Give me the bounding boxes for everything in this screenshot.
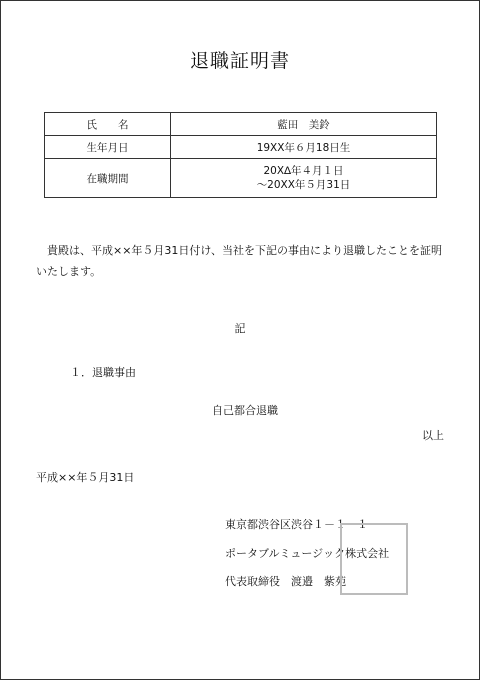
document-title: 退職証明書 <box>189 50 290 72</box>
retirement-reason: 自己都合退職 <box>212 404 278 417</box>
seal-stamp-box <box>340 523 408 595</box>
item-label: １．退職事由 <box>70 366 136 379</box>
representative-name: 代表取締役 渡邉 紫苑 <box>225 575 346 588</box>
company-name: ポータブルミュージック株式会社 <box>225 547 390 560</box>
birth-label: 生年月日 <box>45 136 171 159</box>
certification-text: 貴殿は、平成××年５月31日付け、当社を下記の事由により退職したことを証明いたします。 <box>36 244 442 278</box>
company-address: 東京都渋谷区渋谷１－１－１ <box>225 518 368 531</box>
name-value: 藍田 美鈴 <box>171 113 437 136</box>
issue-date: 平成××年５月31日 <box>36 471 135 484</box>
ki-heading: 記 <box>234 322 246 335</box>
info-table <box>44 112 437 198</box>
name-label: 氏 名 <box>45 113 171 136</box>
table-row <box>45 113 437 136</box>
period-from: 20X∆年４月１日 <box>263 165 344 177</box>
birth-value: 19XX年６月18日生 <box>171 136 437 159</box>
period-label: 在職期間 <box>45 159 171 198</box>
table-row <box>45 159 437 198</box>
period-to: ～20XX年５月31日 <box>256 179 351 191</box>
table-row <box>45 136 437 159</box>
closing-mark: 以上 <box>422 429 444 442</box>
period-value <box>171 159 437 198</box>
